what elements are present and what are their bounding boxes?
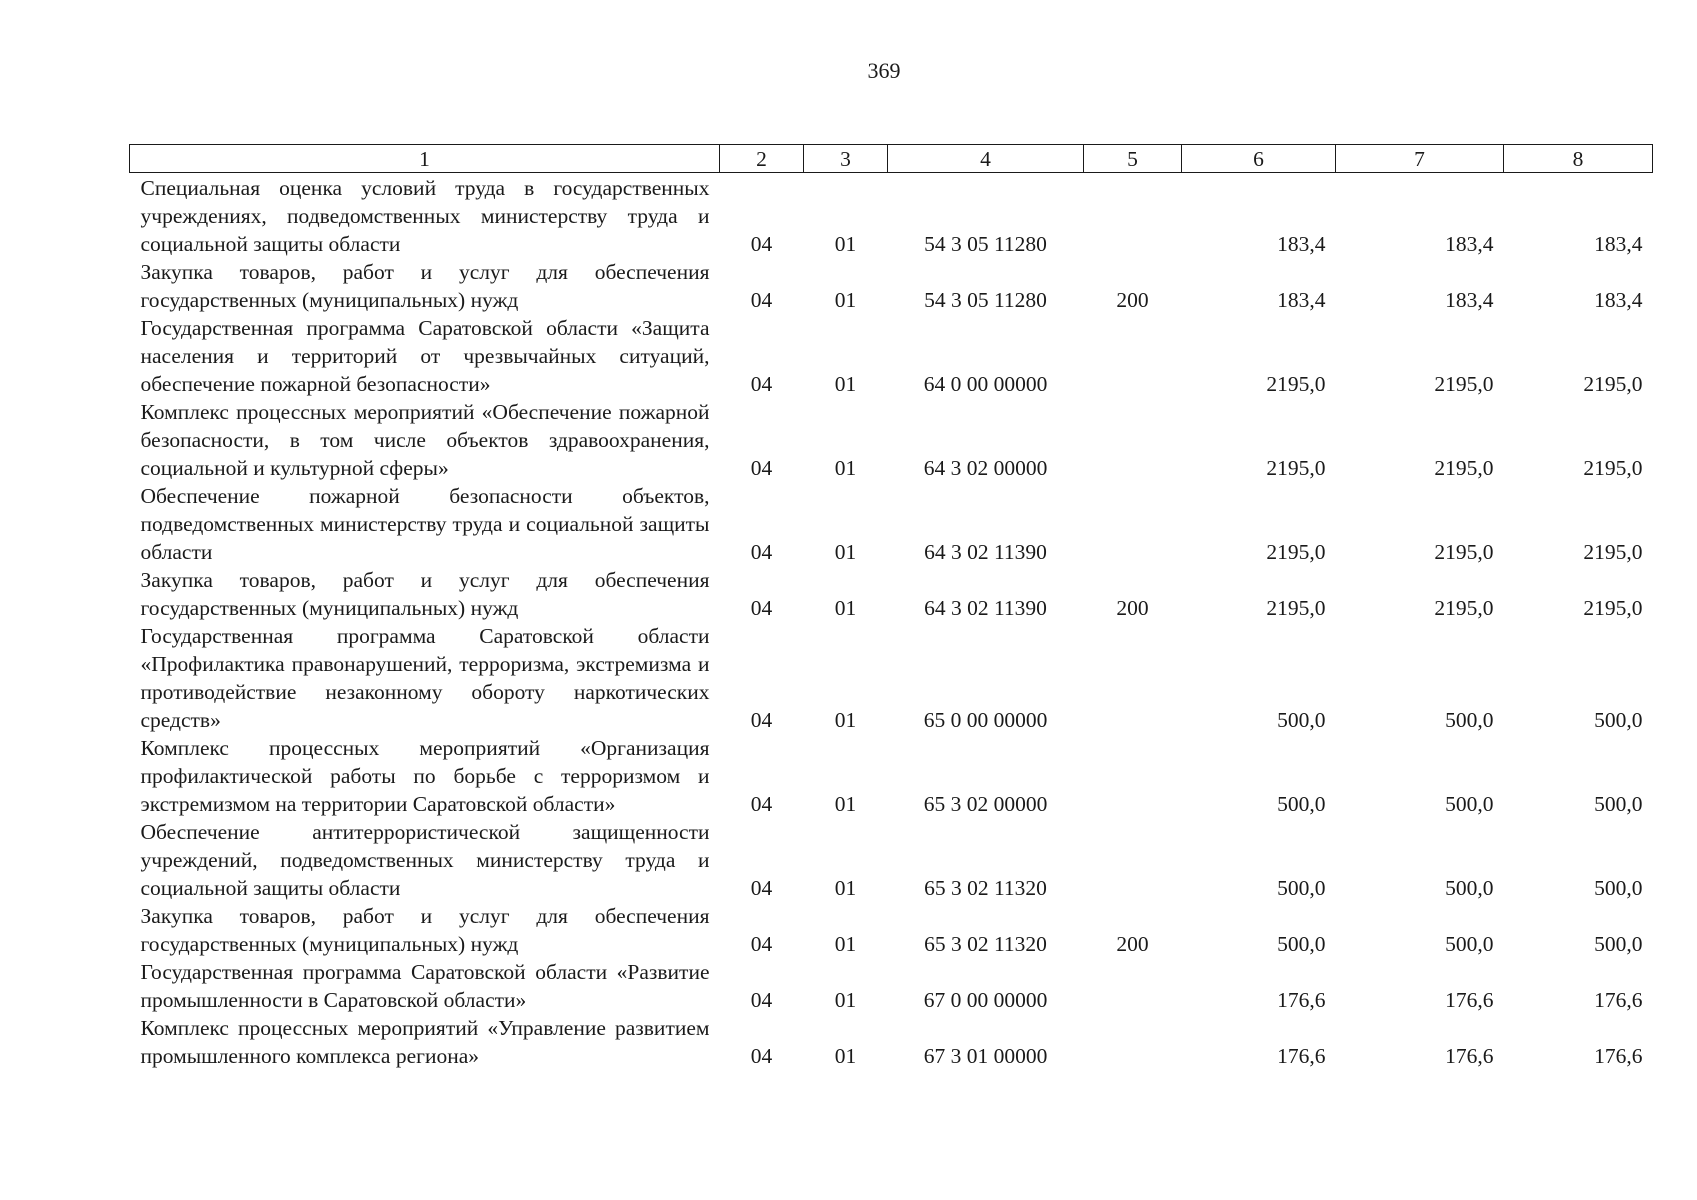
table-row — [130, 398, 1653, 482]
row-amount-2: 2195,0 — [1434, 540, 1494, 564]
row-amount-2: 500,0 — [1445, 876, 1494, 900]
row-name: Закупка товаров, работ и услуг для обеспечения государственных (муниципальных) нужд — [140, 260, 710, 312]
row-expense-type — [1084, 314, 1182, 398]
row-subsection: 01 — [834, 708, 857, 732]
row-target-article: 64 0 00 00000 — [923, 372, 1048, 396]
row-name: Комплекс процессных мероприятий «Организация профилактической работы по борьбе с терроризмом и экстремизмом на территории Саратовской области» — [140, 736, 710, 816]
row-section: 04 — [750, 1044, 773, 1068]
row-subsection: 01 — [834, 876, 857, 900]
row-amount-3: 500,0 — [1594, 932, 1643, 956]
table-row — [130, 173, 1653, 259]
column-header: 7 — [1336, 145, 1504, 173]
row-subsection: 01 — [834, 988, 857, 1012]
row-amount-2: 183,4 — [1445, 288, 1494, 312]
row-target-article: 65 0 00 00000 — [923, 708, 1048, 732]
table-row — [130, 258, 1653, 314]
row-amount-2: 2195,0 — [1434, 596, 1494, 620]
row-name: Обеспечение пожарной безопасности объектов, подведомственных министерству труда и социальной защиты области — [140, 484, 710, 564]
row-name: Государственная программа Саратовской области «Развитие промышленности в Саратовской области» — [140, 960, 710, 1012]
row-section: 04 — [750, 876, 773, 900]
row-amount-2: 2195,0 — [1434, 456, 1494, 480]
row-section: 04 — [750, 932, 773, 956]
row-amount-2: 183,4 — [1445, 232, 1494, 256]
row-amount-2: 176,6 — [1445, 988, 1494, 1012]
table-row — [130, 566, 1653, 622]
row-expense-type: 200 — [1116, 596, 1149, 620]
row-section: 04 — [750, 372, 773, 396]
row-amount-1: 2195,0 — [1266, 596, 1326, 620]
row-section: 04 — [750, 540, 773, 564]
row-section: 04 — [750, 988, 773, 1012]
row-amount-1: 500,0 — [1277, 876, 1326, 900]
row-amount-2: 176,6 — [1445, 1044, 1494, 1068]
row-subsection: 01 — [834, 792, 857, 816]
column-header: 5 — [1084, 145, 1182, 173]
row-section: 04 — [750, 708, 773, 732]
row-subsection: 01 — [834, 540, 857, 564]
row-name: Обеспечение антитеррористической защищенности учреждений, подведомственных министерству труда и социальной защиты области — [140, 820, 710, 900]
row-amount-2: 500,0 — [1445, 708, 1494, 732]
row-amount-1: 183,4 — [1277, 232, 1326, 256]
row-target-article: 64 3 02 00000 — [923, 456, 1048, 480]
table-row — [130, 734, 1653, 818]
table-row — [130, 958, 1653, 1014]
row-expense-type — [1084, 482, 1182, 566]
row-section: 04 — [750, 232, 773, 256]
row-name: Государственная программа Саратовской области «Профилактика правонарушений, терроризма, экстремизма и противодействие незаконному обороту наркотических средств» — [140, 624, 710, 732]
row-amount-3: 183,4 — [1594, 288, 1643, 312]
row-amount-2: 500,0 — [1445, 792, 1494, 816]
row-amount-3: 176,6 — [1594, 1044, 1643, 1068]
row-section: 04 — [750, 792, 773, 816]
row-expense-type — [1084, 1014, 1182, 1080]
row-amount-3: 2195,0 — [1583, 372, 1643, 396]
row-subsection: 01 — [834, 232, 857, 256]
row-target-article: 65 3 02 11320 — [924, 932, 1047, 956]
row-target-article: 65 3 02 11320 — [924, 876, 1047, 900]
row-amount-1: 176,6 — [1277, 1044, 1326, 1068]
row-expense-type — [1084, 734, 1182, 818]
row-name: Комплекс процессных мероприятий «Обеспечение пожарной безопасности, в том числе объектов здравоохранения, социальной и культурной сферы» — [140, 400, 710, 480]
row-subsection: 01 — [834, 1044, 857, 1068]
row-amount-3: 2195,0 — [1583, 456, 1643, 480]
table-row — [130, 1014, 1653, 1080]
row-subsection: 01 — [834, 596, 857, 620]
row-amount-1: 2195,0 — [1266, 372, 1326, 396]
row-expense-type — [1084, 622, 1182, 734]
row-expense-type: 200 — [1116, 932, 1149, 956]
table-row — [130, 314, 1653, 398]
column-header: 1 — [130, 145, 720, 173]
row-subsection: 01 — [834, 372, 857, 396]
row-amount-1: 183,4 — [1277, 288, 1326, 312]
row-amount-3: 500,0 — [1594, 876, 1643, 900]
row-section: 04 — [750, 456, 773, 480]
row-amount-1: 176,6 — [1277, 988, 1326, 1012]
row-name: Комплекс процессных мероприятий «Управление развитием промышленного комплекса региона» — [140, 1016, 710, 1068]
row-amount-1: 500,0 — [1277, 792, 1326, 816]
row-amount-1: 500,0 — [1277, 708, 1326, 732]
row-target-article: 67 0 00 00000 — [923, 988, 1048, 1012]
column-header: 4 — [888, 145, 1084, 173]
row-amount-2: 500,0 — [1445, 932, 1494, 956]
row-amount-1: 500,0 — [1277, 932, 1326, 956]
row-section: 04 — [750, 596, 773, 620]
row-amount-3: 183,4 — [1594, 232, 1643, 256]
table-row — [130, 902, 1653, 958]
row-amount-3: 2195,0 — [1583, 596, 1643, 620]
row-name: Закупка товаров, работ и услуг для обеспечения государственных (муниципальных) нужд — [140, 568, 710, 620]
row-amount-1: 2195,0 — [1266, 456, 1326, 480]
row-name: Специальная оценка условий труда в государственных учреждениях, подведомственных министерству труда и социальной защиты области — [140, 176, 710, 256]
row-name: Государственная программа Саратовской области «Защита населения и территорий от чрезвычайных ситуаций, обеспечение пожарной безопасности» — [140, 316, 710, 396]
row-amount-3: 500,0 — [1594, 708, 1643, 732]
row-subsection: 01 — [834, 288, 857, 312]
column-header: 2 — [720, 145, 804, 173]
row-target-article: 67 3 01 00000 — [923, 1044, 1048, 1068]
row-expense-type — [1084, 398, 1182, 482]
row-expense-type — [1084, 818, 1182, 902]
row-name: Закупка товаров, работ и услуг для обеспечения государственных (муниципальных) нужд — [140, 904, 710, 956]
row-amount-1: 2195,0 — [1266, 540, 1326, 564]
row-amount-3: 500,0 — [1594, 792, 1643, 816]
row-target-article: 65 3 02 00000 — [923, 792, 1048, 816]
row-target-article: 64 3 02 11390 — [924, 596, 1047, 620]
row-expense-type — [1084, 958, 1182, 1014]
row-target-article: 54 3 05 11280 — [924, 232, 1047, 256]
column-header: 3 — [804, 145, 888, 173]
page-number: 369 — [867, 58, 901, 83]
row-expense-type — [1084, 173, 1182, 259]
column-header: 6 — [1182, 145, 1336, 173]
table-row — [130, 622, 1653, 734]
budget-table — [129, 144, 1653, 1080]
row-target-article: 64 3 02 11390 — [924, 540, 1047, 564]
table-row — [130, 482, 1653, 566]
row-amount-3: 176,6 — [1594, 988, 1643, 1012]
row-subsection: 01 — [834, 932, 857, 956]
row-expense-type: 200 — [1116, 288, 1149, 312]
column-number-row — [130, 145, 1653, 173]
row-amount-2: 2195,0 — [1434, 372, 1494, 396]
table-row — [130, 818, 1653, 902]
column-header: 8 — [1504, 145, 1653, 173]
row-target-article: 54 3 05 11280 — [924, 288, 1047, 312]
row-amount-3: 2195,0 — [1583, 540, 1643, 564]
row-subsection: 01 — [834, 456, 857, 480]
row-section: 04 — [750, 288, 773, 312]
